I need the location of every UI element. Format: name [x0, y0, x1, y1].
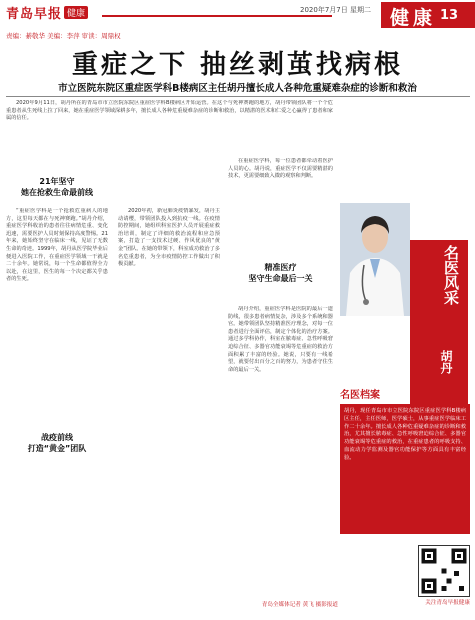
profile-title: 名医档案	[340, 390, 380, 401]
headline: 重症之下 抽丝剥茧找病根	[71, 50, 404, 80]
column-text: 在重症医学科，每一位患者都牵动着医护人员的心。胡丹说，重症医学不仅需要精湛的技术，更需要细致入微的观察和判断。	[228, 158, 333, 180]
column-text: “重症医学科是一个抢救危重病人的地方，这里每天都在与死神赛跑。”胡丹介绍，重症医学科收治的患者往往病情危重、变化迅速，需要医护人员时刻保持高度警惕。21年来，她始终坚守在临床一线，见证了无数生命的奇迹。1999年，胡丹从医学院毕业后便进入医院工作，在重症医学领域一干就是二十余年。她常说，每一个生命都值得全力以赴，在这里，医生的每一个决定都关乎患者的生死。	[6, 208, 108, 283]
lead-text: 2020年9月11日，胡丹所在的青岛市市立医院东院区重症医学科B楼病区开始运营。在这个与死神赛跑的地方，胡丹带领团队将一个个危重患者从生死线上拉了回来，她在重症医学领域深耕多年，擅长成人各种危重疑难杂症的诊断和救治，以精湛的医术和仁爱之心赢得了患者和家属的信任。	[6, 100, 333, 122]
logo-badge: 健康	[64, 6, 88, 19]
doctor-name-tag: 胡丹	[439, 350, 453, 374]
qr-caption: 关注青岛早报健康	[425, 600, 470, 606]
editor-credits: 责编：綦敬华 美编：李萍 审读：周鼎权	[6, 32, 121, 40]
feature-tag: 名医风采	[442, 245, 460, 305]
qr-code-icon	[419, 546, 469, 596]
subhead-1: 21年坚守 她在抢救生命最前线	[21, 177, 93, 197]
newspaper-logo	[6, 3, 102, 23]
subhead-2: 战疫前线 打造“黄金”团队	[27, 433, 87, 453]
section-title: 健康	[390, 7, 437, 29]
subheadline: 市立医院东院区重症医学科B楼病区主任胡丹擅长成人各种危重疑难杂症的诊断和救治	[58, 83, 417, 94]
column-text: 2020年初，新冠肺炎疫情暴发，胡丹主动请缨，带领团队投入到抗疫一线。在疫情防控期间，她组织科室医护人员开展重症救治培训，制定了详细的救治流程和应急预案，打造了一支技术过硬、作风优良的“黄金”团队。在她的带领下，科室成功救治了多名危重患者，为全市疫情防控工作做出了积极贡献。	[118, 208, 220, 268]
body-column-2	[118, 208, 220, 618]
qr-code	[418, 545, 470, 597]
divider	[6, 96, 470, 97]
subhead-3: 精准医疗 坚守生命最后一关	[248, 263, 313, 283]
date-line: 2020年7月7日 星期二	[300, 6, 371, 14]
masthead-rule	[102, 15, 332, 17]
byline: 青岛全媒体记者 黄飞 摄影报道	[261, 602, 338, 608]
page-number: 13	[440, 8, 459, 23]
portrait-illustration	[340, 203, 410, 316]
body-column-1	[6, 208, 108, 618]
body-column-3	[228, 158, 333, 243]
lead-paragraph	[6, 100, 333, 155]
body-column-4	[228, 306, 333, 618]
doctor-portrait-photo	[340, 203, 410, 316]
column-text: 胡丹介绍，重症医学科是医院的最后一道防线，很多患者病情复杂，涉及多个系统和器官。她带领团队坚持精准医疗理念，对每一位患者进行全面评估，制定个体化的治疗方案。通过多学科协作，科室在脓毒症、急性呼吸窘迫综合征、多器官功能衰竭等危重症的救治方面积累了丰富的经验。她说，只要有一线希望，就要付出百分之百的努力，为患者守住生命的最后一关。	[228, 306, 333, 373]
masthead	[0, 0, 475, 30]
profile-text: 胡丹，现任青岛市市立医院东院区重症医学科B楼病区主任，主任医师，医学硕士，从事重症医学临床工作二十余年。擅长成人各种危重疑难杂症的诊断和救治，尤其擅长脓毒症、急性呼吸窘迫综合征、多器官功能衰竭等危重症的救治，在重症患者的呼吸支持、血流动力学监测及器官功能保护等方面具有丰富经验。	[344, 408, 466, 461]
logo-text: 青岛早报	[6, 7, 63, 22]
